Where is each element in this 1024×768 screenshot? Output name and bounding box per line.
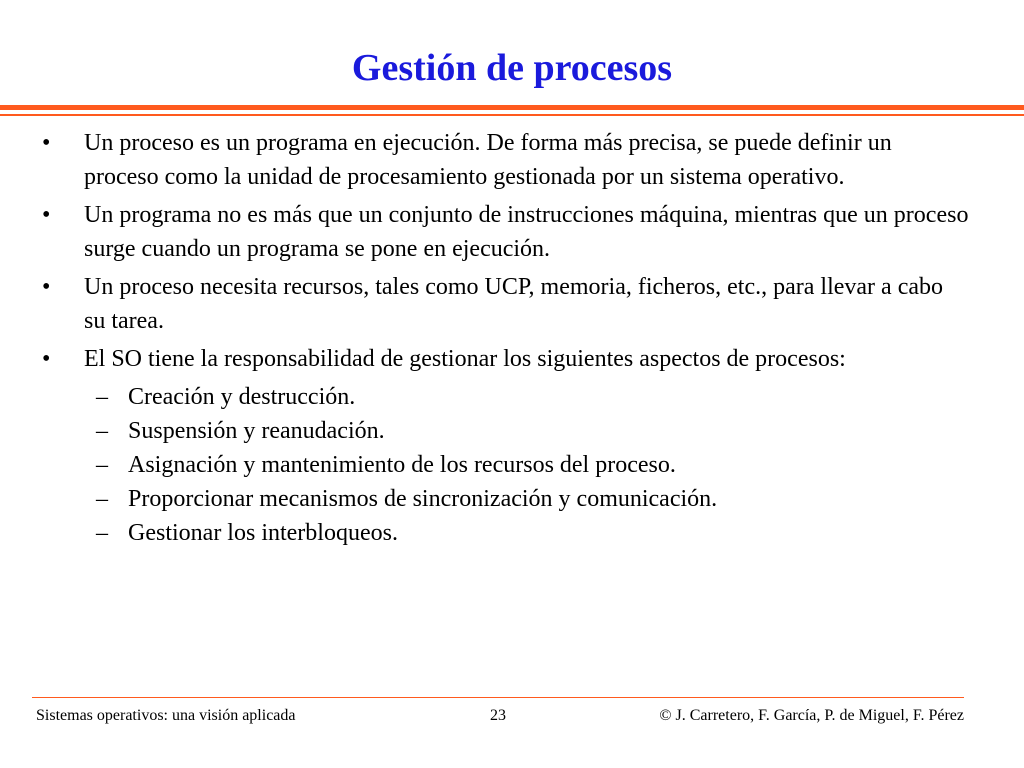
bullet-marker: • [42, 274, 51, 300]
sub-bullet-item [40, 414, 970, 448]
title-underline-thin [0, 114, 1024, 116]
bullet-text: Un proceso necesita recursos, tales como UCP, memoria, ficheros, etc., para llevar a cabo su tarea. [84, 274, 944, 334]
page-number: 23 [490, 707, 506, 724]
bullet-item [40, 126, 970, 194]
sub-bullet-text: Gestionar los interbloqueos. [128, 520, 398, 546]
dash-marker: – [96, 418, 108, 444]
title-underline-thick [0, 105, 1024, 110]
bullet-text: Un proceso es un programa en ejecución. De forma más precisa, se puede definir un proceso como la unidad de procesamiento gestionada por un sistema operativo. [84, 130, 892, 190]
sub-bullet-item [40, 448, 970, 482]
footer-divider [32, 697, 964, 698]
bullet-marker: • [42, 130, 51, 156]
slide-title: Gestión de procesos [351, 47, 673, 89]
sub-bullet-item [40, 516, 970, 550]
sub-bullet-item [40, 380, 970, 414]
bullet-item [40, 342, 970, 376]
bullet-marker: • [42, 202, 51, 228]
dash-marker: – [96, 384, 108, 410]
dash-marker: – [96, 486, 108, 512]
footer-book-title: Sistemas operativos: una visión aplicada [36, 707, 296, 724]
footer-copyright: © J. Carretero, F. García, P. de Miguel, F. Pérez [659, 707, 964, 724]
sub-bullet-text: Asignación y mantenimiento de los recursos del proceso. [128, 452, 676, 478]
bullet-text: Un programa no es más que un conjunto de instrucciones máquina, mientras que un proceso surge cuando un programa se pone en ejecución. [84, 202, 969, 262]
bullet-item [40, 270, 970, 338]
bullet-list [40, 126, 970, 550]
sub-bullet-text: Proporcionar mecanismos de sincronización y comunicación. [128, 486, 718, 512]
dash-marker: – [96, 452, 108, 478]
sub-bullet-list [40, 380, 970, 550]
dash-marker: – [96, 520, 108, 546]
bullet-marker: • [42, 346, 51, 372]
sub-bullet-text: Creación y destrucción. [128, 384, 356, 410]
bullet-item [40, 198, 970, 266]
sub-bullet-text: Suspensión y reanudación. [128, 418, 385, 444]
sub-bullet-item [40, 482, 970, 516]
bullet-text: El SO tiene la responsabilidad de gestionar los siguientes aspectos de procesos: [84, 346, 846, 372]
